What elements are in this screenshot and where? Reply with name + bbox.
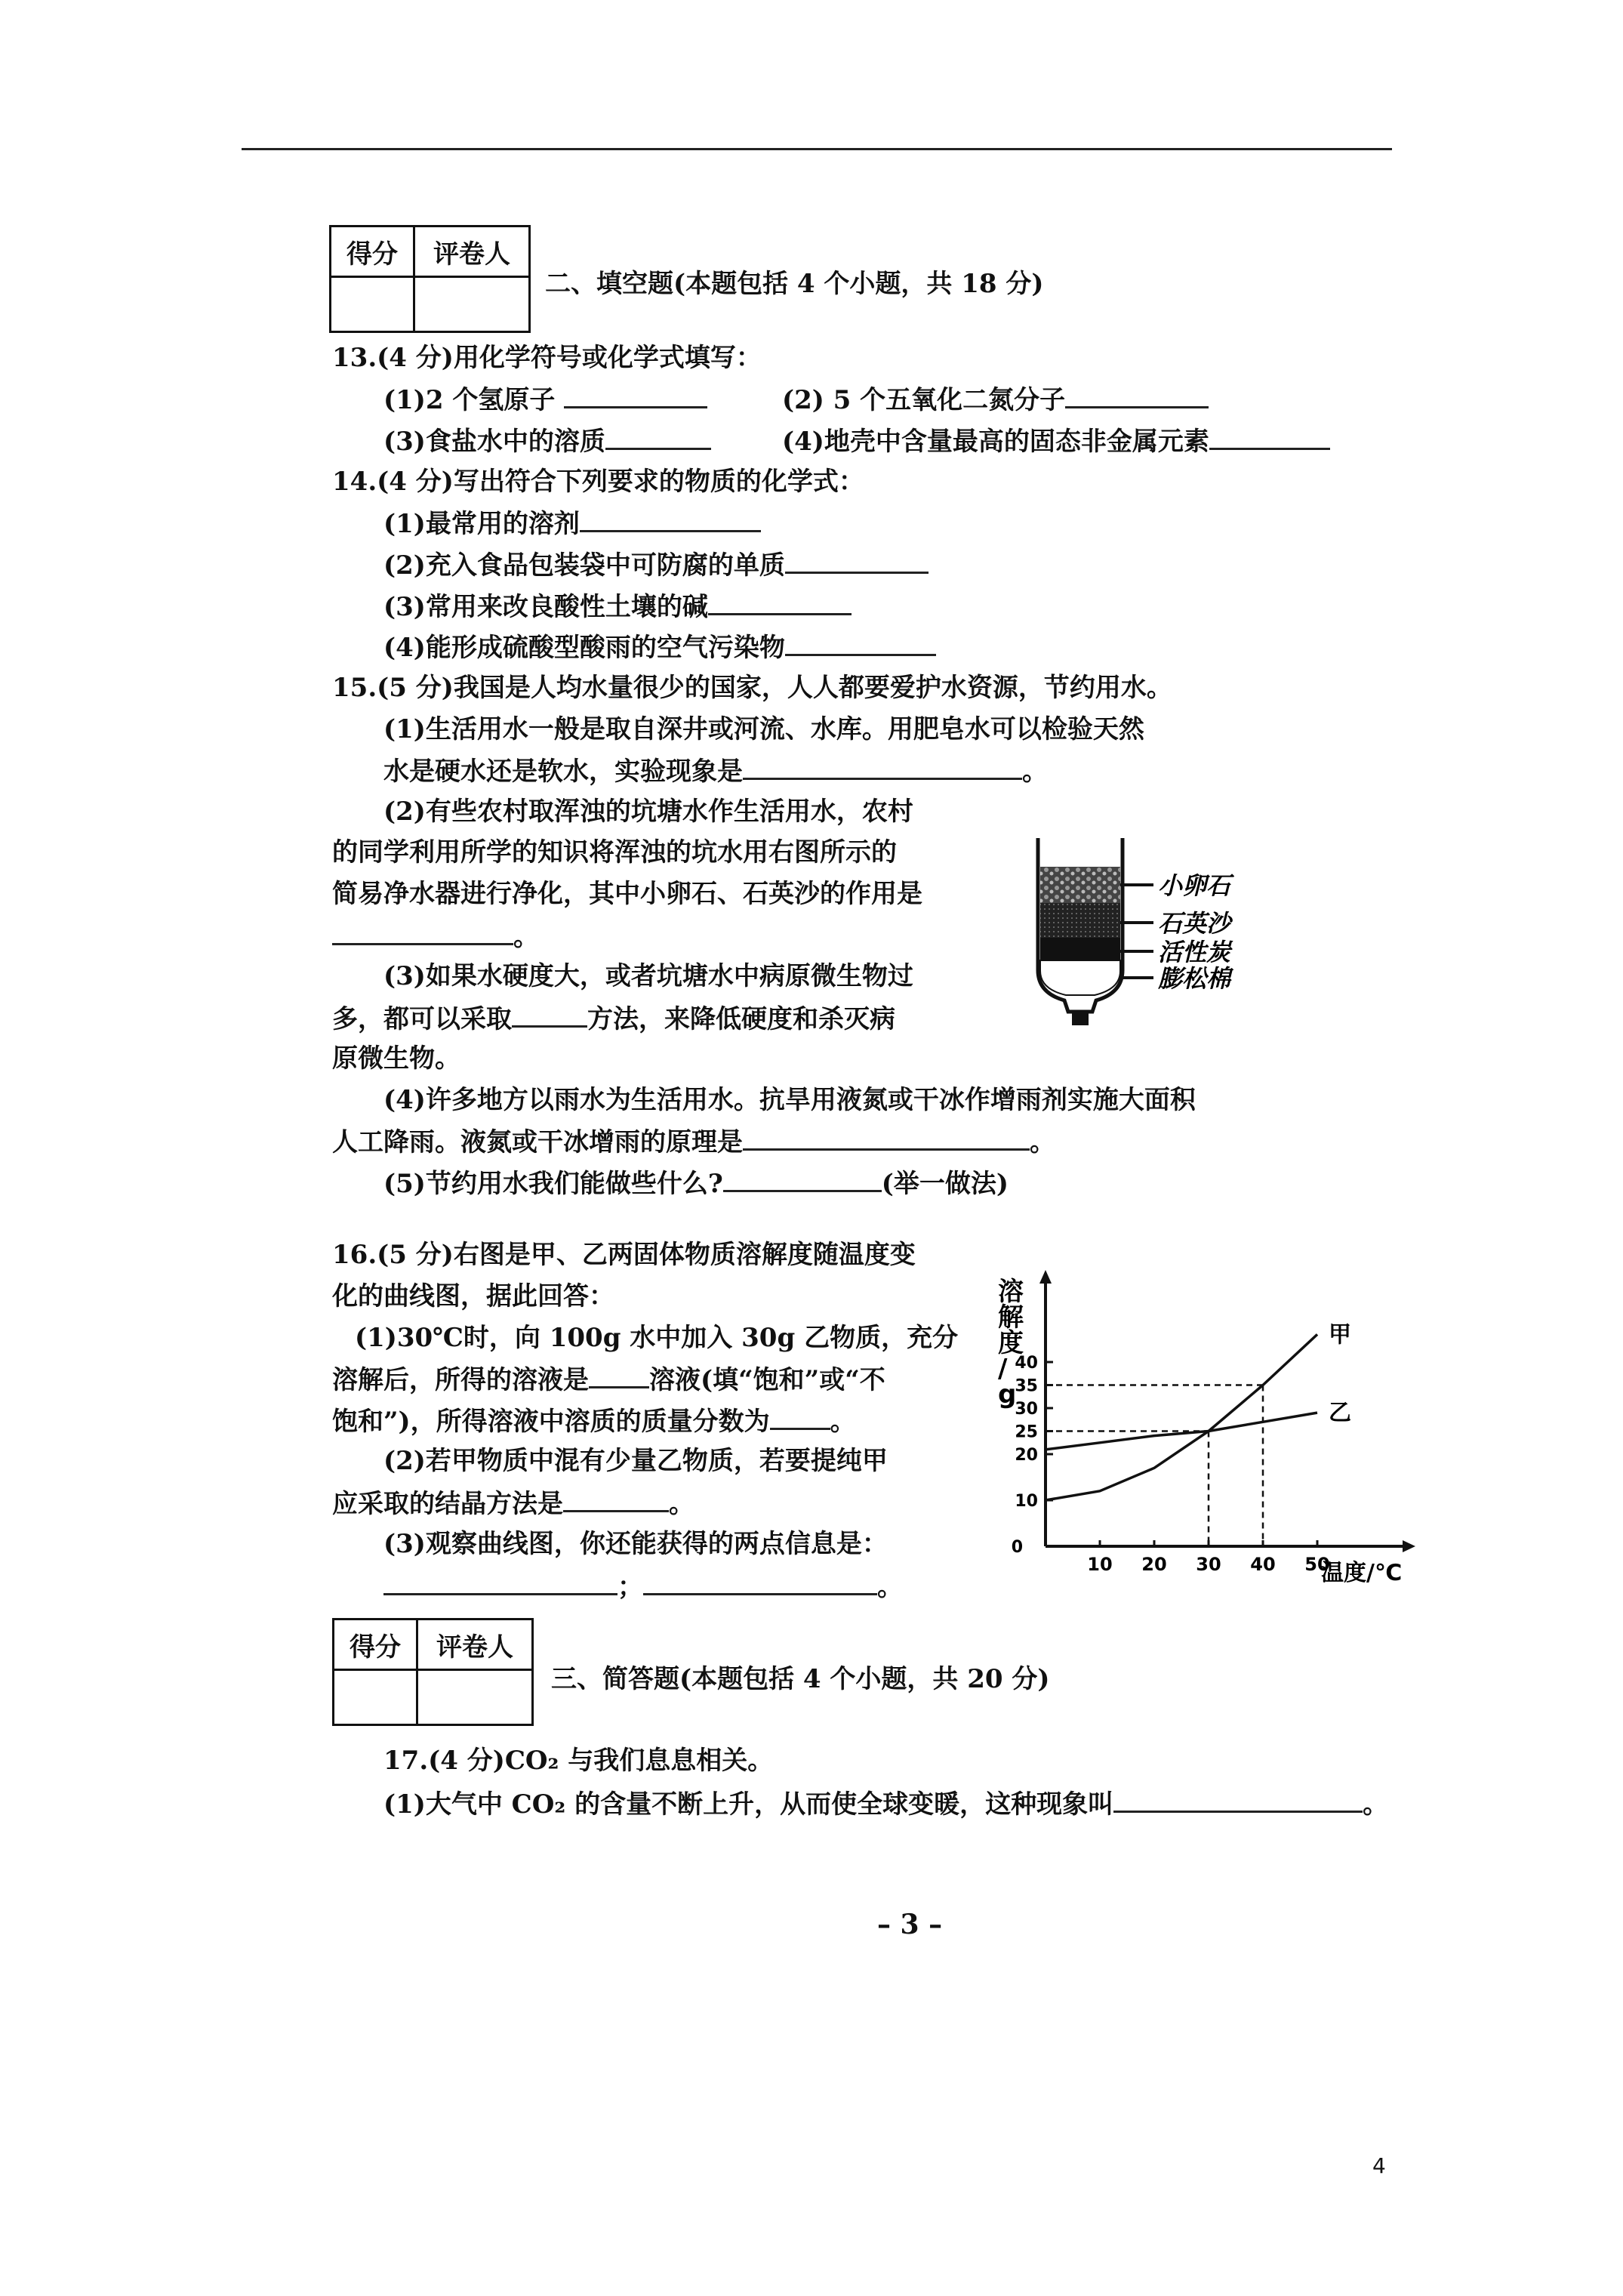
page-number: – 3 – — [877, 1909, 943, 1940]
q13-part1: (1)2 个氢原子 — [383, 384, 707, 415]
q15-blank1[interactable] — [743, 755, 1022, 780]
solubility-chart — [974, 1261, 1427, 1593]
score-cell[interactable] — [334, 1670, 417, 1725]
q15-part3-line1: (3)如果水硬度大，或者坑塘水中病原微生物过 — [383, 961, 913, 991]
x-tick-label: 30 — [1196, 1554, 1221, 1575]
water-filter-diagram — [1012, 831, 1298, 1034]
q15-part1-line1: (1)生活用水一般是取自深井或河流、水库。用肥皂水可以检验天然 — [383, 714, 1144, 744]
q16-line6: (2)若甲物质中混有少量乙物质，若要提纯甲 — [383, 1446, 888, 1476]
grader-cell[interactable] — [414, 277, 530, 332]
section3-title: 三、简答题(本题包括 4 个小题，共 20 分) — [551, 1664, 1050, 1694]
outlet-nozzle — [1072, 1012, 1089, 1025]
grader-cell[interactable] — [417, 1670, 533, 1725]
q15-part3-line3: 原微生物。 — [332, 1043, 460, 1074]
q15-part5: (5)节约用水我们能做些什么? (举一做法) — [383, 1169, 1009, 1199]
q15-blank3[interactable] — [512, 1003, 587, 1028]
q14-stem: 14.(4 分)写出符合下列要求的物质的化学式： — [332, 467, 864, 497]
carbon-layer — [1040, 938, 1120, 960]
q15-part3-line2: 多，都可以采取 方法，来降低硬度和杀灭病 — [332, 1004, 895, 1034]
q13-part3: (3)食盐水中的溶质 — [383, 425, 711, 457]
q13-blank3[interactable] — [605, 425, 711, 450]
q16-blank3[interactable] — [563, 1487, 669, 1512]
ylabel-char: 度 — [998, 1328, 1024, 1358]
series-label-2: 乙 — [1329, 1400, 1351, 1427]
q16-line1: 16.(5 分)右图是甲、乙两固体物质溶解度随温度变 — [332, 1240, 916, 1270]
q14-blank1[interactable] — [580, 507, 761, 532]
q15-part2-line1: (2)有些农村取浑浊的坑塘水作生活用水，农村 — [383, 797, 913, 827]
q16-line2: 化的曲线图，据此回答： — [332, 1281, 614, 1311]
series-line-2 — [1046, 1413, 1317, 1450]
ylabel-char: / — [998, 1354, 1008, 1384]
chart-guides — [1046, 1385, 1263, 1547]
pebble-layer — [1040, 867, 1120, 903]
q17-part1: (1)大气中 CO₂ 的含量不断上升，从而使全球变暖，这种现象叫 。 — [383, 1789, 1389, 1820]
filter-label-sand: 石英沙 — [1158, 909, 1231, 938]
ylabel-char: 溶 — [998, 1277, 1024, 1307]
score-table-section3 — [332, 1618, 534, 1726]
sand-layer — [1040, 903, 1120, 938]
q15-part4-line1: (4)许多地方以雨水为生活用水。抗旱用液氮或干冰作增雨剂实施大面积 — [383, 1085, 1196, 1115]
q13-stem: 13.(4 分)用化学符号或化学式填写： — [332, 343, 762, 373]
y-tick-label: 30 — [1015, 1400, 1038, 1419]
y-tick-label: 40 — [1015, 1354, 1038, 1373]
q14-part1: (1)最常用的溶剂 — [383, 507, 761, 539]
q14-blank3[interactable] — [708, 590, 852, 615]
filter-label-cotton: 膨松棉 — [1158, 964, 1231, 993]
q15-part4-line2: 人工降雨。液氮或干冰增雨的原理是 。 — [332, 1127, 1055, 1157]
chart-series — [1046, 1321, 1351, 1500]
q16-line8: (3)观察曲线图，你还能获得的两点信息是： — [383, 1529, 888, 1559]
top-rule — [242, 148, 1392, 150]
q13-blank1[interactable] — [564, 384, 707, 408]
q17-blank1[interactable] — [1113, 1788, 1363, 1813]
ylabel-char: 解 — [998, 1302, 1024, 1333]
q16-blank5[interactable] — [643, 1570, 877, 1595]
grader-header: 评卷人 — [417, 1620, 533, 1670]
y-axis-arrow — [1039, 1270, 1052, 1284]
filter-label-pebbles: 小卵石 — [1158, 871, 1231, 900]
q15-stem: 15.(5 分)我国是人均水量很少的国家，人人都要爱护水资源，节约用水。 — [332, 673, 1172, 703]
q16-blank1[interactable] — [589, 1364, 649, 1388]
score-header: 得分 — [334, 1620, 417, 1670]
score-cell[interactable] — [331, 277, 414, 332]
x-tick-label: 50 — [1304, 1554, 1330, 1575]
y-tick-label: 35 — [1015, 1376, 1038, 1396]
q15-blank4[interactable] — [743, 1126, 1030, 1151]
q13-blank4[interactable] — [1209, 425, 1330, 450]
q14-part2: (2)充入食品包装袋中可防腐的单质 — [383, 549, 929, 581]
q14-part3: (3)常用来改良酸性土壤的碱 — [383, 590, 852, 622]
q16-line7: 应采取的结晶方法是 。 — [332, 1489, 694, 1519]
q16-line5: 饱和”)，所得溶液中溶质的质量分数为 。 — [332, 1407, 856, 1437]
q13-part4: (4)地壳中含量最高的固态非金属元素 — [782, 425, 1330, 457]
q15-part2-line2: 的同学利用所学的知识将浑浊的坑水用右图所示的 — [332, 837, 897, 868]
y-tick-label: 25 — [1015, 1422, 1038, 1442]
q14-blank4[interactable] — [785, 631, 936, 656]
series-line-1 — [1046, 1334, 1317, 1500]
q15-blank2[interactable] — [332, 920, 513, 945]
series-label-1: 甲 — [1329, 1321, 1351, 1348]
footer-page-number: 4 — [1372, 2153, 1386, 2178]
chart-axes — [1039, 1270, 1415, 1552]
q15-part1-line2: 水是硬水还是软水，实验现象是 。 — [383, 757, 1048, 787]
y-tick-label: 10 — [1015, 1492, 1038, 1511]
x-tick-label: 40 — [1250, 1554, 1276, 1575]
x-axis-arrow — [1403, 1540, 1415, 1552]
q15-blank5[interactable] — [723, 1167, 882, 1192]
x-tick-label: 10 — [1087, 1554, 1113, 1575]
score-header: 得分 — [331, 227, 414, 277]
q16-line4: 溶解后，所得的溶液是 溶液(填“饱和”或“不 — [332, 1365, 885, 1395]
q17-stem: 17.(4 分)CO₂ 与我们息息相关。 — [383, 1746, 774, 1776]
q14-part4: (4)能形成硫酸型酸雨的空气污染物 — [383, 631, 936, 663]
y-tick-label: 20 — [1015, 1446, 1038, 1465]
q15-part2-line3: 简易净水器进行净化，其中小卵石、石英沙的作用是 — [332, 879, 922, 909]
x-tick-label: 20 — [1141, 1554, 1167, 1575]
chart-ticks — [1012, 1354, 1330, 1575]
score-table-section2 — [329, 225, 531, 333]
cotton-layer — [1040, 960, 1120, 995]
chart-xlabel: 温度/℃ — [1321, 1560, 1403, 1586]
q13-part2: (2) 5 个五氧化二氮分子 — [782, 384, 1209, 415]
ylabel-char: g — [998, 1379, 1017, 1410]
q16-blank4[interactable] — [383, 1570, 617, 1595]
q14-blank2[interactable] — [785, 549, 929, 574]
q16-line3: (1)30℃时，向 100g 水中加入 30g 乙物质，充分 — [355, 1323, 959, 1353]
q13-blank2[interactable] — [1065, 384, 1209, 408]
q16-blank2[interactable] — [770, 1405, 830, 1430]
filter-label-carbon: 活性炭 — [1158, 938, 1231, 966]
q15-part2-line4: 。 — [332, 920, 539, 952]
q16-line9: ； 。 — [383, 1570, 903, 1602]
y-tick-label: 0 — [1011, 1538, 1023, 1557]
grader-header: 评卷人 — [414, 227, 530, 277]
section2-title: 二、填空题(本题包括 4 个小题，共 18 分) — [545, 269, 1044, 299]
filter-bottle — [1038, 838, 1123, 1025]
